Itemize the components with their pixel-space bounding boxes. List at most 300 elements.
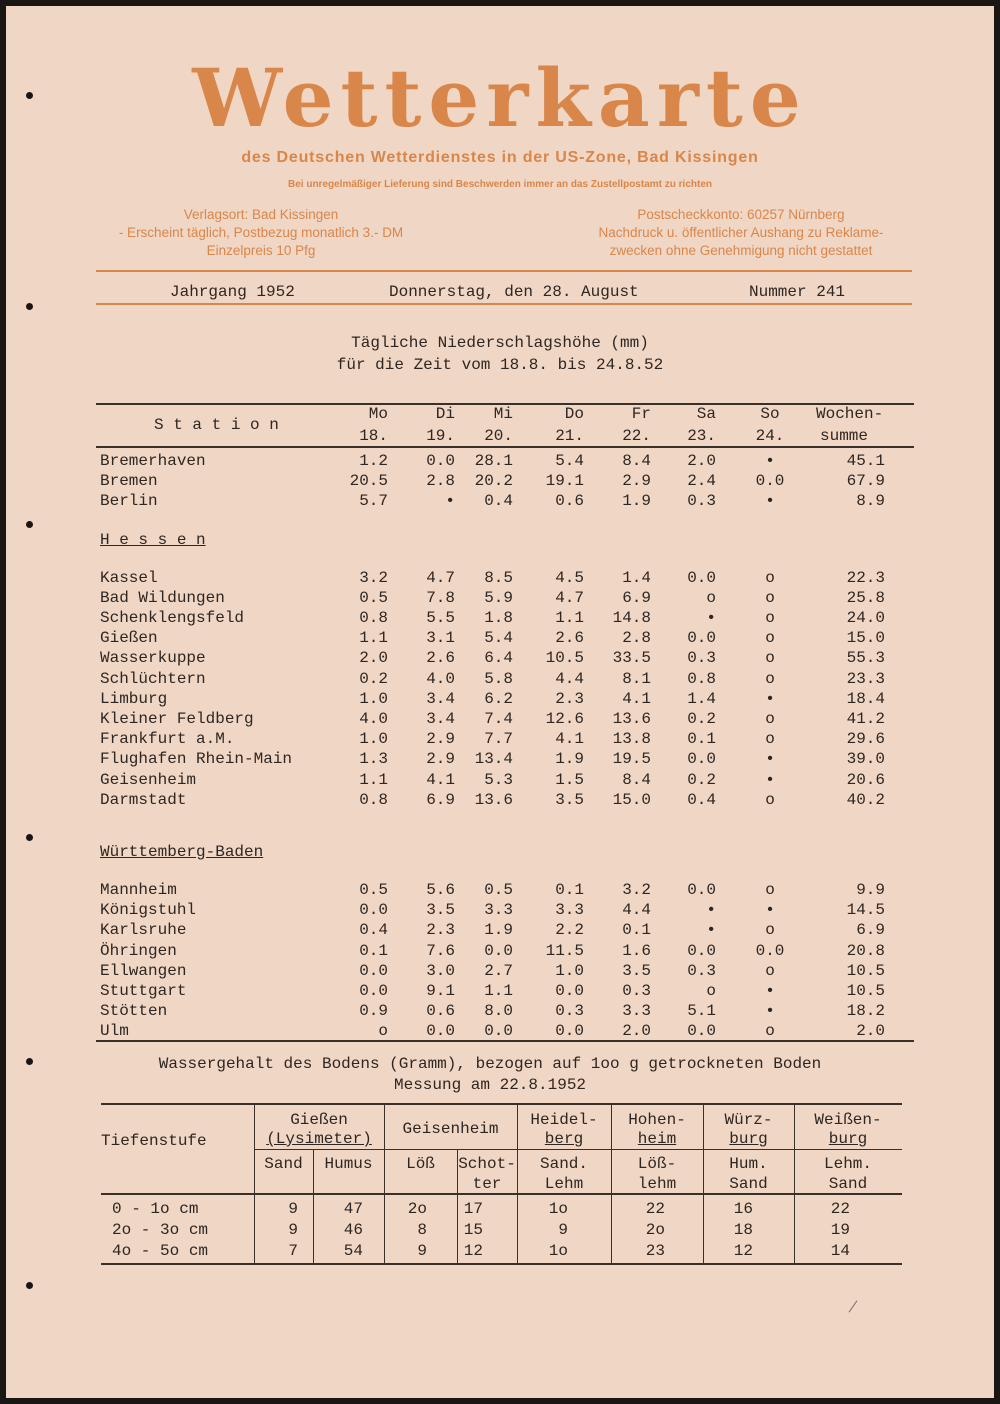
soil-station-header: Weißen- [814,1111,882,1129]
precip-value: 7.8 [426,588,455,607]
soil-value: 1o [548,1242,568,1260]
precip-value: 3.5 [622,961,651,980]
station-name: Limburg [100,689,168,708]
day-header: Fr [631,405,651,423]
precip-value: 1.9 [484,921,513,940]
precip-value: 0.4 [687,790,716,809]
group-title: H e s s e n [100,530,206,549]
week-sum-value: 10.5 [846,982,885,1000]
week-sum-value: 24.0 [846,609,885,627]
soil-station-header: berg [544,1130,584,1148]
day-header: Do [564,405,584,423]
precip-value: o [765,609,775,627]
precip-value: 0.5 [359,588,388,607]
precip-value: 1.6 [622,941,651,960]
precip-value: 10.5 [545,649,584,668]
precip-value: 3.2 [622,881,651,899]
pencil-mark [849,1300,858,1312]
day-header: Mi [493,405,513,423]
station-name: Stuttgart [100,982,187,1000]
day-date-header: 21. [555,427,584,445]
day-date-header: 23. [687,427,716,445]
header-rule [96,270,912,272]
precip-value: 2.9 [426,750,455,769]
table-bottom-rule [96,1040,914,1042]
precip-value: o [765,881,775,899]
precip-value: 6.4 [484,649,513,668]
precip-value: 2.9 [426,730,455,749]
precip-value: 2.2 [555,921,584,940]
soil-title: Wassergehalt des Bodens (Gramm), bezogen auf 1oo g getrockneten Boden [158,1055,822,1073]
week-sum-header: Wochen- [816,405,884,423]
precip-value: 0.4 [484,492,513,511]
precip-value: 2.8 [426,472,455,491]
precip-value: 5.3 [484,770,513,789]
station-name: Kassel [100,568,158,587]
station-name: Gießen [100,629,158,648]
precip-value: 0.9 [359,1002,388,1021]
station-name: Mannheim [100,881,177,899]
week-sum-value: 6.9 [856,921,885,940]
precip-value: 0.0 [555,1022,584,1041]
soil-station-header: Hohen- [628,1111,686,1129]
soil-top-rule [101,1103,902,1105]
precip-value: 8.1 [622,669,651,688]
soil-value: 17 [463,1200,483,1218]
precip-value: o [765,669,775,688]
soil-value: 46 [343,1221,363,1239]
soil-value: 9 [288,1221,298,1239]
depth-header: Tiefenstufe [101,1132,207,1150]
soil-type-header: lehm [637,1175,677,1193]
precip-value: 13.6 [474,790,513,809]
precip-value: 0.8 [687,669,716,688]
day-date-header: 18. [359,427,388,445]
precip-value: • [765,689,775,708]
precip-value: 1.2 [359,452,388,470]
publisher-line: Verlagsort: Bad Kissingen [183,207,339,222]
precip-value: o [765,1022,775,1041]
precip-value: o [765,649,775,668]
day-header: So [760,405,780,423]
day-date-header: 22. [622,427,651,445]
delivery-notice: Bei unregelmäßiger Lieferung sind Beschwerden immer an das Zustellpostamt zu richten [288,179,712,190]
precip-value: o [765,568,775,587]
precip-value: 4.7 [555,588,584,607]
station-name: Flughafen Rhein-Main [100,750,293,769]
precip-value: 4.4 [622,901,651,920]
soil-value: 22 [830,1200,850,1218]
soil-value: 2o [407,1200,427,1218]
precip-value: • [706,609,716,627]
soil-station-header: Heidel- [530,1111,598,1129]
station-name: Kleiner Feldberg [100,710,254,728]
soil-value: 15 [463,1221,483,1239]
precip-value: 9.1 [426,982,455,1000]
soil-value: 16 [733,1200,753,1218]
precip-value: o [378,1022,388,1041]
day-date-header: 19. [426,427,455,445]
soil-station-header: Geisenheim [402,1120,499,1138]
station-name: Wasserkuppe [100,649,206,668]
precip-value: 0.0 [426,452,455,470]
precip-value: 1.0 [359,689,388,708]
precip-value: 3.4 [426,710,455,728]
precip-value: 15.0 [612,790,651,809]
precip-value: • [765,492,775,511]
soil-station-header: burg [828,1130,868,1148]
precip-value: 0.3 [687,492,716,511]
day-date-header: 24. [755,427,785,445]
precip-value: 2.0 [622,1022,651,1041]
precip-value: 1.0 [555,961,584,980]
precip-value: 4.7 [426,568,455,587]
masthead-subtitle: des Deutschen Wetterdienstes in der US-Zone, Bad Kissingen [241,149,759,166]
precip-value: 5.8 [484,669,513,688]
precip-value: 4.0 [426,669,455,688]
precip-value: 0.0 [687,750,716,769]
table-header-rule [96,446,914,448]
day-header: Di [435,405,455,423]
precip-value: 4.0 [359,710,388,728]
precip-value: 1.1 [555,609,584,627]
punch-hole [26,834,33,841]
precip-value: 0.3 [687,961,716,980]
precip-value: 3.2 [359,568,388,587]
precip-value: 0.1 [622,921,651,940]
weather-bulletin-page [6,6,994,1398]
precip-value: 0.4 [359,921,388,940]
precip-value: 1.3 [359,750,388,769]
station-name: Ulm [100,1022,129,1041]
precip-value: 12.6 [545,710,584,728]
station-name: Öhringen [100,941,177,960]
header-rule [96,303,912,305]
precip-value: 19.5 [612,750,651,769]
soil-value: 47 [343,1200,363,1218]
precip-value: 6.9 [622,588,651,607]
precip-value: 0.2 [687,710,716,728]
station-name: Ellwangen [100,961,187,980]
week-sum-value: 41.2 [846,710,885,728]
precip-value: 4.1 [622,689,651,708]
precip-value: o [765,710,775,728]
publisher-line: Postscheckkonto: 60257 Nürnberg [637,207,845,222]
soil-value: 12 [733,1242,753,1260]
precip-value: 0.0 [484,1022,513,1041]
issue-date: Donnerstag, den 28. August [389,283,639,301]
precip-value: 0.0 [687,881,716,899]
publisher-line: Einzelpreis 10 Pfg [206,243,316,258]
soil-type-header: Humus [324,1155,373,1173]
soil-station-header: (Lysimeter) [266,1130,372,1148]
week-sum-value: 39.0 [846,750,885,769]
precip-value: • [765,982,775,1000]
soil-type-header: Lehm. [823,1155,872,1173]
precip-value: 1.1 [359,629,388,648]
publisher-info-left [91,206,431,260]
station-name: Frankfurt a.M. [100,730,235,749]
precip-value: 1.9 [555,750,584,769]
week-sum-value: 20.6 [846,770,885,789]
precip-value: 0.0 [555,982,584,1000]
soil-value: 12 [463,1242,483,1260]
week-sum-value: 10.5 [846,961,885,980]
soil-value: 9 [288,1200,298,1218]
precip-value: 0.1 [687,730,716,749]
precip-value: 0.0 [687,568,716,587]
precip-value: 1.9 [622,492,651,511]
precip-value: 11.5 [545,941,584,960]
station-name: Darmstadt [100,790,187,809]
precip-value: • [765,750,775,769]
precip-value: 2.4 [687,472,716,491]
precip-value: 0.5 [359,881,388,899]
precip-value: 3.3 [622,1002,651,1021]
week-sum-value: 45.1 [846,452,885,470]
precip-value: 1.4 [687,689,716,708]
soil-value: 54 [343,1242,363,1260]
precip-value: o [765,790,775,809]
precip-value: 20.2 [474,472,513,491]
precip-value: 0.5 [484,881,513,899]
precip-value: 5.4 [555,452,584,470]
group-title: Württemberg-Baden [100,843,264,861]
soil-value: 7 [288,1242,298,1260]
precip-value: 2.6 [426,649,455,668]
soil-station-header: Gießen [290,1111,348,1129]
week-sum-value: 40.2 [846,790,885,809]
week-sum-value: 67.9 [846,472,885,491]
precip-value: 3.5 [426,901,455,920]
soil-value: 14 [830,1242,850,1260]
precip-value: 28.1 [474,452,513,470]
week-sum-value: 22.3 [846,568,885,587]
precip-value: • [765,770,775,789]
precip-value: 0.8 [359,609,388,627]
precip-value: 0.3 [555,1002,584,1021]
soil-mid-rule [254,1149,902,1150]
station-name: Schlüchtern [100,669,206,688]
precip-value: o [706,588,716,607]
soil-value: 1o [548,1200,568,1218]
precip-value: 7.6 [426,941,455,960]
precip-value: o [765,588,775,607]
precip-value: 7.7 [484,730,513,749]
precip-value: 1.1 [484,982,513,1000]
issue-number: Nummer 241 [749,283,846,301]
week-sum-value: 2.0 [856,1022,885,1041]
publisher-info-right [571,206,911,260]
precip-value: 3.3 [555,901,584,920]
precip-value: 2.0 [359,649,388,668]
week-sum-value: 25.8 [846,588,885,607]
precip-value: 5.6 [426,881,455,899]
precip-value: 14.8 [612,609,651,627]
station-name: Bad Wildungen [100,588,225,607]
precip-value: 13.8 [612,730,651,749]
station-column-header: S t a t i o n [154,416,279,434]
station-name: Stötten [100,1002,168,1021]
station-name: Berlin [100,492,158,511]
precip-value: 6.2 [484,689,513,708]
soil-value: 9 [417,1242,427,1260]
station-name: Karlsruhe [100,921,187,940]
punch-hole [26,521,33,528]
precip-value: 0.3 [622,982,651,1000]
station-name: Bremen [100,472,158,491]
precip-value: o [765,961,775,980]
precip-value: 2.3 [555,689,584,708]
issue-volume: Jahrgang 1952 [170,283,295,301]
soil-type-header: Sand [828,1175,868,1193]
week-sum-value: 20.8 [846,941,885,960]
precip-value: • [765,901,775,920]
week-sum-value: 29.6 [846,730,885,749]
station-name: Geisenheim [100,770,197,789]
soil-type-header: Hum. [729,1155,768,1173]
week-sum-header: summe [820,427,869,445]
soil-station-header: Würz- [724,1111,773,1129]
precip-value: 0.2 [687,770,716,789]
precip-value: 0.1 [555,881,584,899]
precip-value: 2.6 [555,629,584,648]
soil-value: 8 [417,1221,427,1239]
punch-hole [26,303,33,310]
soil-subtitle: Messung am 22.8.1952 [393,1076,587,1094]
week-sum-value: 14.5 [846,901,885,920]
soil-value: 23 [645,1242,665,1260]
precip-value: 8.4 [622,452,651,470]
week-sum-value: 18.2 [846,1002,885,1021]
precip-value: o [765,730,775,749]
precip-value: 2.9 [622,472,651,491]
precip-value: 2.7 [484,961,513,980]
depth-label: 0 - 1o cm [112,1200,199,1218]
precip-value: 0.0 [359,982,388,1000]
precip-title: Tägliche Niederschlagshöhe (mm) [351,334,649,352]
precip-value: 5.5 [426,609,455,627]
soil-bottom-rule [101,1263,902,1265]
soil-header-rule [101,1193,902,1195]
soil-value: 19 [830,1221,850,1239]
week-sum-value: 23.3 [846,669,885,688]
precip-value: 13.6 [612,710,651,728]
precip-value: 20.5 [349,472,388,491]
precip-value: 33.5 [612,649,651,668]
precip-value: 3.0 [426,961,455,980]
depth-label: 2o - 3o cm [112,1221,209,1239]
precip-value: 13.4 [474,750,513,769]
soil-type-header: Sand [264,1155,303,1173]
precip-value: 1.8 [484,609,513,627]
day-header: Sa [696,405,716,423]
soil-type-header: Löß- [637,1155,677,1173]
precip-value: 2.3 [426,921,455,940]
precip-value: 4.1 [555,730,584,749]
precip-value: 5.9 [484,588,513,607]
precip-value: 0.0 [426,1022,455,1041]
precip-value: 0.8 [359,790,388,809]
publisher-line: - Erscheint täglich, Postbezug monatlich 3.- DM [118,225,404,240]
masthead-title: Wetterkarte [192,51,808,145]
precip-value: 0.1 [359,941,388,960]
precip-value: 4.1 [426,770,455,789]
issue-line [96,283,912,305]
precip-value: • [445,492,455,511]
soil-value: 9 [558,1221,568,1239]
precip-value: o [765,921,775,940]
precip-value: o [706,982,716,1000]
precip-value: 3.4 [426,689,455,708]
depth-label: 4o - 5o cm [112,1242,209,1260]
precip-value: 0.6 [426,1002,455,1021]
precip-value: 2.0 [687,452,716,470]
precip-value: 3.1 [426,629,455,648]
precip-value: 0.0 [687,941,716,960]
precip-value: 1.0 [359,730,388,749]
precip-value: • [765,452,775,470]
soil-type-header: Löß [406,1155,435,1173]
precip-value: 5.7 [359,492,388,511]
week-sum-value: 15.0 [846,629,885,648]
precip-value: 0.0 [484,941,513,960]
soil-type-header: Sand [729,1175,768,1193]
precip-value: 8.0 [484,1002,513,1021]
precip-value: 2.8 [622,629,651,648]
day-date-header: 20. [484,427,513,445]
soil-type-header: ter [472,1175,502,1193]
precip-value: 0.0 [359,961,388,980]
punch-hole [26,1282,33,1289]
publisher-line: zwecken ohne Genehmigung nicht gestattet [609,243,873,258]
station-name: Schenklengsfeld [100,609,245,627]
week-sum-value: 8.9 [856,492,885,511]
week-sum-value: 18.4 [846,689,885,708]
precip-value: 7.4 [484,710,513,728]
precip-value: • [706,901,716,920]
precip-value: 0.0 [687,629,716,648]
soil-type-header: Lehm [544,1175,584,1193]
precip-value: 4.4 [555,669,584,688]
precip-value: 5.4 [484,629,513,648]
precip-value: 0.2 [359,669,388,688]
soil-station-header: burg [729,1130,768,1148]
precip-value: 0.6 [555,492,584,511]
soil-value: 2o [645,1221,665,1239]
precip-value: 5.1 [687,1002,716,1021]
station-name: Bremerhaven [100,452,206,470]
precip-value: 3.5 [555,790,584,809]
precip-value: 3.3 [484,901,513,920]
week-sum-value: 55.3 [846,649,885,668]
precip-value: 0.0 [755,472,785,491]
week-sum-value: 9.9 [856,881,885,899]
precip-value: 19.1 [545,472,584,491]
precip-value: 8.4 [622,770,651,789]
soil-value: 22 [645,1200,665,1218]
precip-value: 1.5 [555,770,584,789]
precip-value: 4.5 [555,568,584,587]
precip-value: 1.1 [359,770,388,789]
day-header: Mo [368,405,388,423]
precip-value: 8.5 [484,568,513,587]
precip-value: 0.0 [755,941,785,960]
soil-station-header: heim [637,1130,677,1148]
precip-value: 0.3 [687,649,716,668]
soil-value: 18 [733,1221,753,1239]
precip-value: o [765,629,775,648]
